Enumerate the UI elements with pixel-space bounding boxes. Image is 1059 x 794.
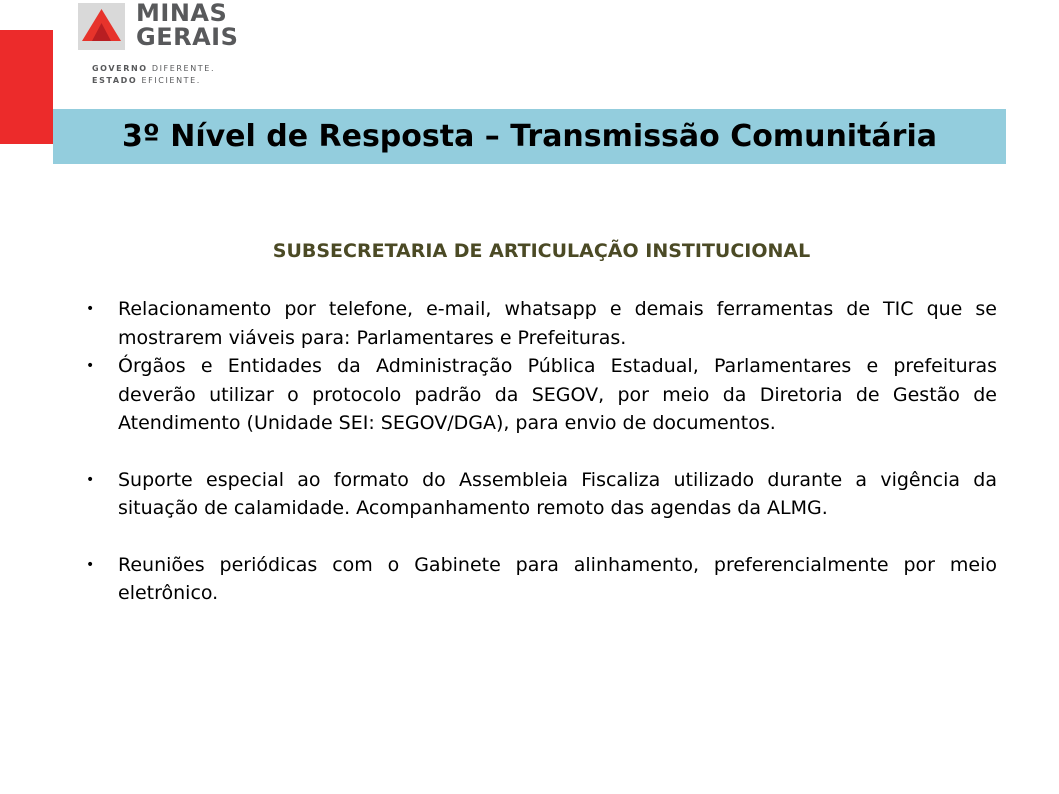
logo-name-line2: GERAIS [136, 23, 239, 51]
logo-tagline [92, 63, 215, 87]
bullet-text: Suporte especial ao formato do Assembleia Fiscaliza utilizado durante a vigência da situação de calamidade. Acompanhamento remoto das agendas da ALMG. [118, 468, 997, 519]
spacer [82, 438, 997, 466]
bullet-dot-icon: • [86, 358, 95, 374]
tagline-line2-strong: ESTADO [92, 76, 138, 85]
bullet-item [82, 295, 997, 352]
bullet-text: Relacionamento por telefone, e-mail, whatsapp e demais ferramentas de TIC que se mostrarem viáveis para: Parlamentares e Prefeituras. [118, 298, 997, 349]
slide-title: 3º Nível de Resposta – Transmissão Comunitária [121, 119, 937, 154]
bullet-item [82, 551, 997, 608]
tagline-line1-rest: DIFERENTE. [151, 64, 216, 73]
tagline-line2-rest: EFICIENTE. [141, 76, 201, 85]
bullet-item [82, 466, 997, 523]
bullet-text: Reuniões periódicas com o Gabinete para alinhamento, preferencialmente por meio eletrônico. [118, 553, 997, 604]
logo-mark-icon [78, 3, 125, 50]
bullet-dot-icon: • [86, 556, 95, 573]
logo-name-line1: MINAS [136, 0, 228, 27]
bullet-text: Órgãos e Entidades da Administração Pública Estadual, Parlamentares e prefeituras deverão utilizar o protocolo padrão da SEGOV, por meio da Diretoria de Gestão de Atendimento (Unidade SEI: SEGOV/DGA), para envio de documentos. [118, 355, 997, 434]
minas-gerais-logo [78, 0, 268, 91]
bullet-dot-icon: • [86, 301, 95, 317]
bullet-list [82, 295, 997, 608]
logo-name [136, 1, 238, 49]
spacer [82, 523, 997, 551]
slide-subtitle: SUBSECRETARIA DE ARTICULAÇÃO INSTITUCIONAL [272, 240, 811, 262]
title-banner [53, 109, 1006, 164]
tagline-line1-strong: GOVERNO [92, 64, 148, 73]
side-accent-bar [0, 30, 53, 144]
bullet-item [82, 352, 997, 438]
bullet-dot-icon: • [86, 471, 95, 488]
